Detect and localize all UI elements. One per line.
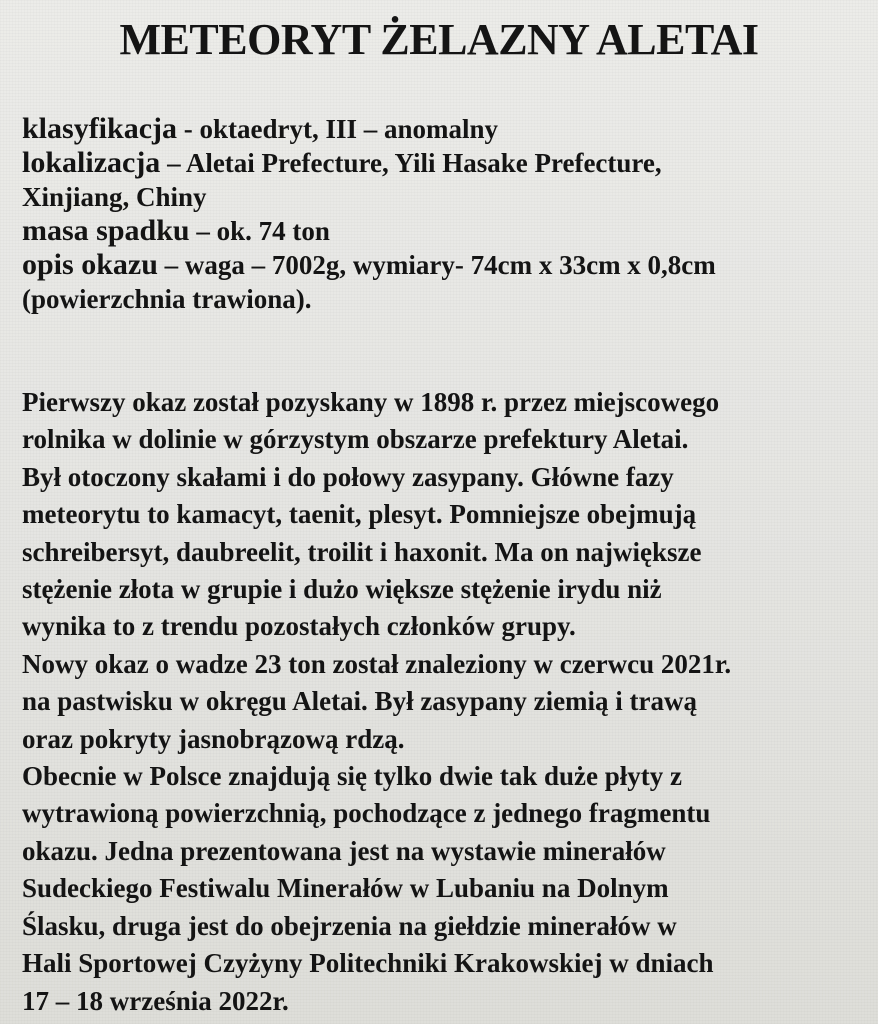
spec-specimen-description bbox=[22, 248, 868, 282]
spec-value: – ok. 74 ton bbox=[189, 216, 330, 246]
paragraph-line: Sudeckiego Festiwalu Minerałów w Lubaniu na Dolnym bbox=[22, 873, 669, 904]
spec-label: klasyfikacja bbox=[22, 112, 178, 145]
spec-location bbox=[22, 146, 868, 180]
paragraph-line: Nowy okaz o wadze 23 ton został znaleziony w czerwcu 2021r. bbox=[22, 648, 732, 679]
paragraph-line: wynika to z trendu pozostałych członków grupy. bbox=[22, 611, 576, 642]
history-paragraph bbox=[22, 384, 868, 1020]
spec-value: – Aletai Prefecture, Yili Hasake Prefecture, bbox=[160, 148, 662, 178]
spec-specimen-description-continuation: (powierzchnia trawiona). bbox=[22, 284, 312, 314]
paragraph-line: oraz pokryty jasnobrązową rdzą. bbox=[22, 723, 405, 754]
spec-label: opis okazu bbox=[22, 248, 158, 281]
paragraph-line: meteorytu to kamacyt, taenit, plesyt. Pomniejsze obejmują bbox=[22, 499, 697, 530]
spec-location-continuation: Xinjiang, Chiny bbox=[22, 182, 207, 212]
paragraph-line: okazu. Jedna prezentowana jest na wystawie minerałów bbox=[22, 835, 666, 866]
paragraph-line: stężenie złota w grupie i dużo większe stężenie irydu niż bbox=[22, 574, 662, 605]
paragraph-line: Hali Sportowej Czyżyny Politechniki Krakowskiej w dniach bbox=[22, 948, 714, 979]
spec-value: – waga – 7002g, wymiary- 74cm x 33cm x 0,8cm bbox=[157, 250, 716, 280]
specs-list bbox=[22, 112, 868, 316]
spec-label: masa spadku bbox=[22, 214, 190, 247]
spec-label: lokalizacja bbox=[22, 146, 161, 179]
placard-title: METEORYT ŻELAZNY ALETAI bbox=[119, 15, 759, 64]
paragraph-line: schreibersyt, daubreelit, troilit i haxonit. Ma on największe bbox=[22, 536, 702, 567]
paragraph-line: Obecnie w Polsce znajdują się tylko dwie tak duże płyty z bbox=[22, 761, 682, 792]
spec-value: - oktaedryt, III – anomalny bbox=[177, 114, 499, 144]
paragraph-line: Ślasku, druga jest do obejrzenia na giełdzie minerałów w bbox=[22, 910, 677, 941]
paragraph-line: wytrawioną powierzchnią, pochodzące z jednego fragmentu bbox=[22, 798, 711, 829]
paragraph-line: Pierwszy okaz został pozyskany w 1898 r. przez miejscowego bbox=[22, 387, 720, 417]
spec-fall-mass bbox=[22, 214, 868, 248]
paragraph-line: na pastwisku w okręgu Aletai. Był zasypany ziemią i trawą bbox=[22, 686, 698, 717]
paragraph-line: 17 – 18 września 2022r. bbox=[22, 985, 289, 1016]
paragraph-line: rolnika w dolinie w górzystym obszarze prefektury Aletai. bbox=[22, 424, 689, 455]
spec-classification bbox=[22, 112, 868, 146]
paragraph-line: Był otoczony skałami i do połowy zasypany. Główne fazy bbox=[22, 461, 674, 492]
